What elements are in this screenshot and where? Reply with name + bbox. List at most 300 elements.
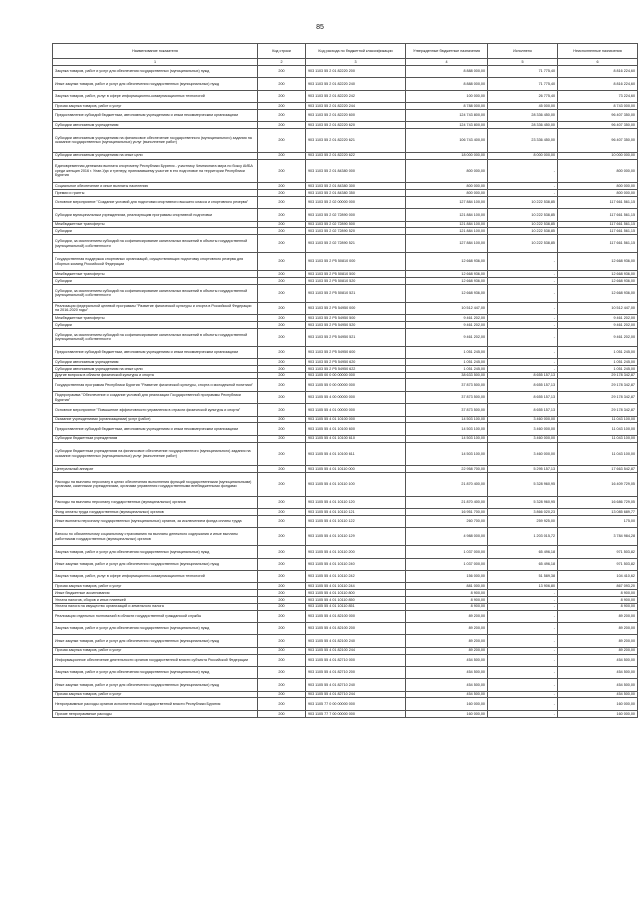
table-row	[53, 691, 638, 698]
row-approved: 89 200,00	[406, 622, 488, 634]
row-line-code: 200	[258, 416, 306, 423]
row-line-code: 200	[258, 271, 306, 278]
row-approved: 4 988 000,00	[406, 528, 488, 546]
row-executed: 28 336 450,00	[488, 109, 558, 121]
row-name: Иные закупки товаров, работ и услуг для обеспечения государственных (муниципальных) нужд	[53, 679, 258, 691]
row-budget-code: 903 1103 55 2 P5 50810 000	[306, 253, 406, 271]
column-index: 3	[306, 59, 406, 66]
header-executed: Исполнено	[488, 44, 558, 59]
row-name: Субсидии автономным учреждениям на финансовое обеспечение государственного (муниципального) задания на оказание государственных (муниципальных) услуг (выполнение работ)	[53, 129, 258, 153]
row-remaining: 800 000,00	[558, 189, 638, 196]
row-budget-code: 903 1103 55 2 P5 54950 622	[306, 365, 406, 372]
row-budget-code: 903 1105 55 4 01 10100 000	[306, 416, 406, 423]
header-approved: Утвержденные бюджетные назначения	[406, 44, 488, 59]
row-name: Реализация федеральной целевой программы "Развитие физической культуры и спорта в Российской Федерации на 2016-2020 годы"	[53, 302, 258, 314]
row-line-code: 200	[258, 546, 306, 558]
header-line-code: Код строки	[258, 44, 306, 59]
row-executed: -	[488, 315, 558, 322]
row-line-code: 200	[258, 66, 306, 78]
table-row	[53, 404, 638, 416]
row-budget-code: 903 1103 55 2 01 82220 620	[306, 122, 406, 129]
row-remaining: 104 410,62	[558, 570, 638, 582]
table-row	[53, 570, 638, 582]
row-remaining: 3 784 984,28	[558, 528, 638, 546]
row-line-code: 200	[258, 315, 306, 322]
row-approved: 156 000,00	[406, 570, 488, 582]
row-budget-code: 903 1105 55 4 01 10110 120	[306, 496, 406, 508]
row-line-code: 200	[258, 228, 306, 235]
row-line-code: 200	[258, 359, 306, 366]
row-budget-code: 903 1103 55 2 01 82220 600	[306, 109, 406, 121]
row-approved: 14 503 100,00	[406, 423, 488, 435]
row-remaining: 29 178 342,87	[558, 404, 638, 416]
row-name: Информационное обеспечение деятельности органов государственной власти субъекта Российской Федерации	[53, 654, 258, 666]
table-row	[53, 558, 638, 570]
row-executed: -	[488, 710, 558, 717]
table-row	[53, 679, 638, 691]
row-budget-code: 903 1103 55 2 P5 54950 500	[306, 315, 406, 322]
row-approved: 8 900,00	[406, 590, 488, 597]
row-name: Субсидии автономным учреждениям на иные цели	[53, 152, 258, 159]
row-remaining: 117 661 561,15	[558, 235, 638, 253]
row-remaining: 89 200,00	[558, 635, 638, 647]
row-remaining: 800 000,00	[558, 183, 638, 190]
row-executed: 10 222 538,85	[488, 221, 558, 228]
row-approved: 1 037 000,00	[406, 558, 488, 570]
row-name: Предоставление субсидий бюджетным, автономным учреждениям и иным некоммерческим организациям	[53, 423, 258, 435]
row-remaining: 10 000 000,00	[558, 152, 638, 159]
column-index: 1	[53, 59, 258, 66]
row-executed: -	[488, 635, 558, 647]
row-remaining: 12 668 936,00	[558, 284, 638, 302]
row-remaining: 160 000,00	[558, 698, 638, 710]
table-row	[53, 159, 638, 183]
row-name: Иные выплаты персоналу государственных (муниципальных) органов, за исключением фонда оплаты труда	[53, 515, 258, 527]
row-approved: 121 884 100,00	[406, 228, 488, 235]
row-name: Основное мероприятие "Повышение эффективности управления в отрасли физической культуры и спорта"	[53, 404, 258, 416]
table-row	[53, 302, 638, 314]
row-executed: 10 222 538,85	[488, 228, 558, 235]
row-name: Субсидии бюджетным учреждениям на финансовое обеспечение государственного (муниципального) задания на оказание государственных (муниципальных) услуг (выполнение работ)	[53, 442, 258, 466]
row-line-code: 200	[258, 253, 306, 271]
row-executed: -	[488, 596, 558, 603]
row-name: Взносы по обязательному социальному страхованию на выплаты денежного содержания и иные выплаты работникам государственных (муниципальных) органов	[53, 528, 258, 546]
row-executed: 10 222 538,85	[488, 196, 558, 208]
row-budget-code: 903 1105 55 4 01 10110 240	[306, 558, 406, 570]
row-line-code: 200	[258, 221, 306, 228]
row-budget-code: 903 1103 55 2 P5 54950 000	[306, 302, 406, 314]
row-name: Закупка товаров, работ и услуг для обеспечения государственных (муниципальных) нужд	[53, 666, 258, 678]
row-budget-code: 903 1103 55 2 02 72890 521	[306, 235, 406, 253]
row-executed: 51 589,38	[488, 570, 558, 582]
row-name: Реализация отдельных полномочий в области государственной гражданской службы	[53, 610, 258, 622]
row-budget-code: 903 1103 55 2 P5 54950 620	[306, 359, 406, 366]
row-executed: 5 328 960,95	[488, 473, 558, 497]
row-approved: 14 503 100,00	[406, 442, 488, 466]
header-row	[53, 44, 638, 59]
row-approved: 9 461 202,00	[406, 321, 488, 328]
row-remaining: 89 200,00	[558, 610, 638, 622]
row-budget-code: 903 1103 55 2 01 82220 240	[306, 78, 406, 90]
table-row	[53, 590, 638, 597]
row-executed: -	[488, 359, 558, 366]
row-executed: -	[488, 698, 558, 710]
row-remaining: 9 461 202,00	[558, 328, 638, 346]
row-budget-code: 903 1105 55 4 01 10110 121	[306, 509, 406, 516]
table-row	[53, 228, 638, 235]
row-approved: 16 951 700,00	[406, 509, 488, 516]
table-row	[53, 152, 638, 159]
row-budget-code: 903 1105 55 4 01 82710 200	[306, 666, 406, 678]
row-approved: 100 000,00	[406, 90, 488, 102]
row-executed: -	[488, 647, 558, 654]
row-line-code: 200	[258, 346, 306, 358]
row-budget-code: 903 1103 55 2 P5 54950 521	[306, 328, 406, 346]
row-approved: 21 870 400,00	[406, 473, 488, 497]
row-executed: 3 460 000,00	[488, 423, 558, 435]
row-budget-code: 903 1103 55 2 P5 50810 520	[306, 277, 406, 284]
row-remaining: 17 663 542,87	[558, 466, 638, 473]
row-executed: -	[488, 159, 558, 183]
table-row	[53, 209, 638, 221]
row-line-code: 200	[258, 666, 306, 678]
table-row	[53, 189, 638, 196]
row-executed: 3 866 020,23	[488, 509, 558, 516]
row-executed: 13 906,80	[488, 583, 558, 590]
row-budget-code: 903 1103 55 2 P5 50810 500	[306, 271, 406, 278]
row-budget-code: 903 1103 55 2 P5 54950 600	[306, 346, 406, 358]
row-executed: 8 655 157,13	[488, 372, 558, 379]
row-line-code: 200	[258, 321, 306, 328]
table-row	[53, 515, 638, 527]
row-line-code: 200	[258, 103, 306, 110]
row-executed: -	[488, 328, 558, 346]
table-row	[53, 698, 638, 710]
row-remaining: 454 500,00	[558, 654, 638, 666]
row-approved: 160 000,00	[406, 698, 488, 710]
table-row	[53, 78, 638, 90]
row-line-code: 200	[258, 610, 306, 622]
row-name: Социальное обеспечение и иные выплаты населению	[53, 183, 258, 190]
row-approved: 12 668 936,00	[406, 253, 488, 271]
row-line-code: 200	[258, 679, 306, 691]
row-budget-code: 903 1105 55 4 01 82100 240	[306, 635, 406, 647]
row-approved: 18 000 000,00	[406, 152, 488, 159]
row-name: Закупка товаров, работ и услуг для обеспечения государственных (муниципальных) нужд	[53, 66, 258, 78]
row-name: Закупка товаров, работ, услуг в сфере информационно-коммуникационных технологий	[53, 90, 258, 102]
row-name: Субсидии, за исключением субсидий на софинансирование капитальных вложений в объекты государственной (муниципальной) собственности	[53, 235, 258, 253]
row-name: Субсидии	[53, 228, 258, 235]
row-name: Иные закупки товаров, работ и услуг для обеспечения государственных (муниципальных) нужд	[53, 635, 258, 647]
row-line-code: 200	[258, 647, 306, 654]
row-line-code: 200	[258, 622, 306, 634]
row-remaining: 11 043 100,00	[558, 416, 638, 423]
row-remaining: 89 200,00	[558, 647, 638, 654]
row-remaining: 13 085 689,77	[558, 509, 638, 516]
row-budget-code: 903 1105 77 7 00 00000 000	[306, 710, 406, 717]
row-approved: 121 884 100,00	[406, 221, 488, 228]
table-row	[53, 221, 638, 228]
row-approved: 9 461 202,00	[406, 315, 488, 322]
table-row	[53, 109, 638, 121]
table-row	[53, 647, 638, 654]
row-budget-code: 903 1103 55 2 02 72890 000	[306, 209, 406, 221]
row-executed: -	[488, 321, 558, 328]
table-body	[53, 66, 638, 718]
table-row	[53, 365, 638, 372]
row-budget-code: 903 1105 55 0 00 00000 000	[306, 379, 406, 391]
row-remaining: 117 661 561,15	[558, 196, 638, 208]
row-approved: 22 958 700,00	[406, 466, 488, 473]
row-line-code: 200	[258, 391, 306, 403]
table-row	[53, 183, 638, 190]
row-budget-code: 903 1105 55 4 01 10110 000	[306, 466, 406, 473]
row-line-code: 200	[258, 183, 306, 190]
row-line-code: 200	[258, 558, 306, 570]
row-remaining: 29 178 342,87	[558, 372, 638, 379]
row-line-code: 200	[258, 654, 306, 666]
row-remaining: 117 661 561,15	[558, 209, 638, 221]
row-budget-code: 903 1103 55 2 01 84380 300	[306, 183, 406, 190]
row-approved: 12 668 936,00	[406, 271, 488, 278]
row-executed: -	[488, 622, 558, 634]
row-budget-code: 903 1105 55 4 00 00000 000	[306, 391, 406, 403]
table-row	[53, 442, 638, 466]
row-remaining: 8 816 224,60	[558, 66, 638, 78]
row-name: Межбюджетные трансферты	[53, 221, 258, 228]
table-row	[53, 546, 638, 558]
row-approved: 800 000,00	[406, 189, 488, 196]
row-executed: 259 925,00	[488, 515, 558, 527]
row-name: Субсидии	[53, 321, 258, 328]
row-remaining: 175,00	[558, 515, 638, 527]
row-name: Расходы на выплаты персоналу государственных (муниципальных) органов	[53, 496, 258, 508]
row-budget-code: 903 1105 55 4 01 10110 122	[306, 515, 406, 527]
row-executed: 8 655 157,13	[488, 379, 558, 391]
table-row	[53, 372, 638, 379]
row-line-code: 200	[258, 90, 306, 102]
row-name: Основное мероприятие "Создание условий для подготовки спортивного высшего класса и спортивного резерва"	[53, 196, 258, 208]
row-name: Субсидии муниципальным учреждениям, реализующим программы спортивной подготовки	[53, 209, 258, 221]
table-row	[53, 103, 638, 110]
table-row	[53, 466, 638, 473]
row-budget-code: 903 1103 55 2 01 82220 200	[306, 66, 406, 78]
row-name: Субсидии	[53, 277, 258, 284]
row-budget-code: 903 1105 55 4 01 82100 000	[306, 610, 406, 622]
row-name: Фонд оплаты труда государственных (муниципальных) органов	[53, 509, 258, 516]
row-line-code: 200	[258, 109, 306, 121]
row-remaining: 11 043 100,00	[558, 442, 638, 466]
table-row	[53, 284, 638, 302]
table-row	[53, 379, 638, 391]
row-budget-code: 903 1103 55 2 01 82220 621	[306, 129, 406, 153]
row-line-code: 200	[258, 603, 306, 610]
row-remaining: 117 661 561,15	[558, 221, 638, 228]
row-remaining: 454 500,00	[558, 679, 638, 691]
row-line-code: 200	[258, 698, 306, 710]
row-budget-code: 903 1105 00 0 00 00000 000	[306, 372, 406, 379]
column-index: 2	[258, 59, 306, 66]
table-row	[53, 603, 638, 610]
row-executed: 3 460 000,00	[488, 435, 558, 442]
row-line-code: 200	[258, 404, 306, 416]
table-row	[53, 622, 638, 634]
row-executed: 8 655 157,13	[488, 391, 558, 403]
row-name: Межбюджетные трансферты	[53, 271, 258, 278]
row-executed: -	[488, 610, 558, 622]
row-approved: 12 668 936,00	[406, 284, 488, 302]
row-name: Прочая закупка товаров, работ и услуг	[53, 103, 258, 110]
row-executed: 8 000 000,00	[488, 152, 558, 159]
row-name: Прочие непрограммные расходы	[53, 710, 258, 717]
row-name: Иные закупки товаров, работ и услуг для обеспечения государственных (муниципальных) нужд	[53, 78, 258, 90]
row-executed: -	[488, 189, 558, 196]
row-line-code: 200	[258, 583, 306, 590]
row-budget-code: 903 1105 55 4 01 10110 851	[306, 603, 406, 610]
row-executed: 28 336 450,00	[488, 122, 558, 129]
row-approved: 124 743 800,00	[406, 109, 488, 121]
row-remaining: 117 661 561,15	[558, 228, 638, 235]
row-approved: 127 884 100,00	[406, 196, 488, 208]
column-index: 6	[558, 59, 638, 66]
row-executed: 71 775,40	[488, 78, 558, 90]
row-budget-code: 903 1105 55 4 01 82710 000	[306, 654, 406, 666]
table-row	[53, 359, 638, 366]
table-row	[53, 596, 638, 603]
row-line-code: 200	[258, 570, 306, 582]
row-name: Государственная программа Республики Бурятия "Развитие физической культуры, спорта и молодежной политики"	[53, 379, 258, 391]
table-row	[53, 509, 638, 516]
row-executed: 10 222 538,85	[488, 209, 558, 221]
row-executed: 65 496,18	[488, 558, 558, 570]
row-executed: -	[488, 679, 558, 691]
row-approved: 8 888 000,00	[406, 78, 488, 90]
row-name: Прочая закупка товаров, работ и услуг	[53, 647, 258, 654]
row-executed: -	[488, 253, 558, 271]
row-executed: -	[488, 654, 558, 666]
row-name: Субсидии, за исключением субсидий на софинансирование капитальных вложений в объекты государственной (муниципальной) собственности	[53, 328, 258, 346]
row-executed: -	[488, 666, 558, 678]
row-line-code: 200	[258, 209, 306, 221]
table-row	[53, 66, 638, 78]
row-line-code: 200	[258, 372, 306, 379]
row-line-code: 200	[258, 152, 306, 159]
row-remaining: 12 668 936,00	[558, 253, 638, 271]
row-line-code: 200	[258, 509, 306, 516]
table-row	[53, 129, 638, 153]
row-name: Иные бюджетные ассигнования	[53, 590, 258, 597]
row-line-code: 200	[258, 442, 306, 466]
row-line-code: 200	[258, 277, 306, 284]
row-executed: 23 336 450,00	[488, 129, 558, 153]
row-line-code: 200	[258, 129, 306, 153]
row-name: Субсидии автономным учреждениям	[53, 359, 258, 366]
table-row	[53, 416, 638, 423]
row-line-code: 200	[258, 435, 306, 442]
row-remaining: 8 900,00	[558, 590, 638, 597]
row-remaining: 8 900,00	[558, 596, 638, 603]
row-budget-code: 903 1105 55 4 01 10110 800	[306, 590, 406, 597]
row-executed: 5 328 960,95	[488, 496, 558, 508]
row-remaining: 96 407 350,00	[558, 122, 638, 129]
row-approved: 454 500,00	[406, 654, 488, 666]
row-remaining: 8 900,00	[558, 603, 638, 610]
row-approved: 8 788 000,00	[406, 103, 488, 110]
table-row	[53, 710, 638, 717]
row-remaining: 1 051 245,00	[558, 346, 638, 358]
row-approved: 1 037 000,00	[406, 546, 488, 558]
table-row	[53, 321, 638, 328]
row-remaining: 96 407 350,00	[558, 129, 638, 153]
row-name: Субсидии, за исключением субсидий на софинансирование капитальных вложений в объекты государственной (муниципальной) собственности	[53, 284, 258, 302]
row-executed: -	[488, 603, 558, 610]
row-remaining: 16 409 729,05	[558, 473, 638, 497]
row-remaining: 16 686 729,05	[558, 496, 638, 508]
table-row	[53, 635, 638, 647]
table-row	[53, 391, 638, 403]
row-executed: 3 460 000,00	[488, 416, 558, 423]
row-budget-code: 903 1105 55 4 01 10110 129	[306, 528, 406, 546]
row-name: Оказание учреждениями (организациями) услуг (работ)	[53, 416, 258, 423]
row-approved: 124 743 800,00	[406, 122, 488, 129]
row-approved: 1 051 245,00	[406, 359, 488, 366]
row-remaining: 971 503,82	[558, 558, 638, 570]
row-executed: 1 203 015,72	[488, 528, 558, 546]
row-line-code: 200	[258, 710, 306, 717]
row-budget-code: 903 1105 55 4 01 10110 242	[306, 570, 406, 582]
row-budget-code: 903 1105 55 4 01 10110 244	[306, 583, 406, 590]
row-budget-code: 903 1103 55 2 P5 50810 521	[306, 284, 406, 302]
row-remaining: 8 743 000,00	[558, 103, 638, 110]
row-name: Закупка товаров, работ, услуг в сфере информационно-коммуникационных технологий	[53, 570, 258, 582]
row-budget-code: 903 1103 55 2 01 82220 244	[306, 103, 406, 110]
row-executed: 8 655 157,13	[488, 404, 558, 416]
row-approved: 160 000,00	[406, 710, 488, 717]
row-executed: -	[488, 691, 558, 698]
row-line-code: 200	[258, 365, 306, 372]
row-remaining: 96 407 350,00	[558, 109, 638, 121]
row-line-code: 200	[258, 473, 306, 497]
table-row	[53, 196, 638, 208]
row-name: Непрограммные расходы органов исполнительной государственной власти Республики Бурятия	[53, 698, 258, 710]
row-approved: 1 051 245,00	[406, 365, 488, 372]
table-row	[53, 496, 638, 508]
row-line-code: 200	[258, 328, 306, 346]
row-approved: 454 500,00	[406, 666, 488, 678]
table-row	[53, 328, 638, 346]
row-remaining: 160 000,00	[558, 710, 638, 717]
table-row	[53, 528, 638, 546]
row-budget-code: 903 1105 55 4 01 10110 200	[306, 546, 406, 558]
row-name: Единовременная денежная выплата спортсмену Республики Бурятия - участнику Чемпионата мира по боксу АИБА среди женщин 2016 г. Улан-Удэ и тренеру, принимавшему участие в его подготовке на территории Республики Бурятия	[53, 159, 258, 183]
row-budget-code: 903 1105 55 4 01 82710 240	[306, 679, 406, 691]
table-row	[53, 666, 638, 678]
row-line-code: 200	[258, 466, 306, 473]
row-remaining: 89 200,00	[558, 622, 638, 634]
row-budget-code: 903 1103 55 2 01 84380 350	[306, 189, 406, 196]
row-name: Закупка товаров, работ и услуг для обеспечения государственных (муниципальных) нужд	[53, 546, 258, 558]
row-approved: 127 884 100,00	[406, 235, 488, 253]
row-name: Уплата налога на имущество организаций и земельного налога	[53, 603, 258, 610]
row-executed: -	[488, 302, 558, 314]
table-row	[53, 235, 638, 253]
row-approved: 89 200,00	[406, 647, 488, 654]
row-name: Субсидии автономным учреждениям на иные цели	[53, 365, 258, 372]
row-executed: 3 460 000,00	[488, 442, 558, 466]
row-name: Субсидии бюджетным учреждениям	[53, 435, 258, 442]
row-name: Расходы на выплаты персоналу в целях обеспечения выполнения функций государственными (муниципальными) органами, казенными учреждениями, органами управления государственными внебюджетными фондами	[53, 473, 258, 497]
row-approved: 881 000,00	[406, 583, 488, 590]
